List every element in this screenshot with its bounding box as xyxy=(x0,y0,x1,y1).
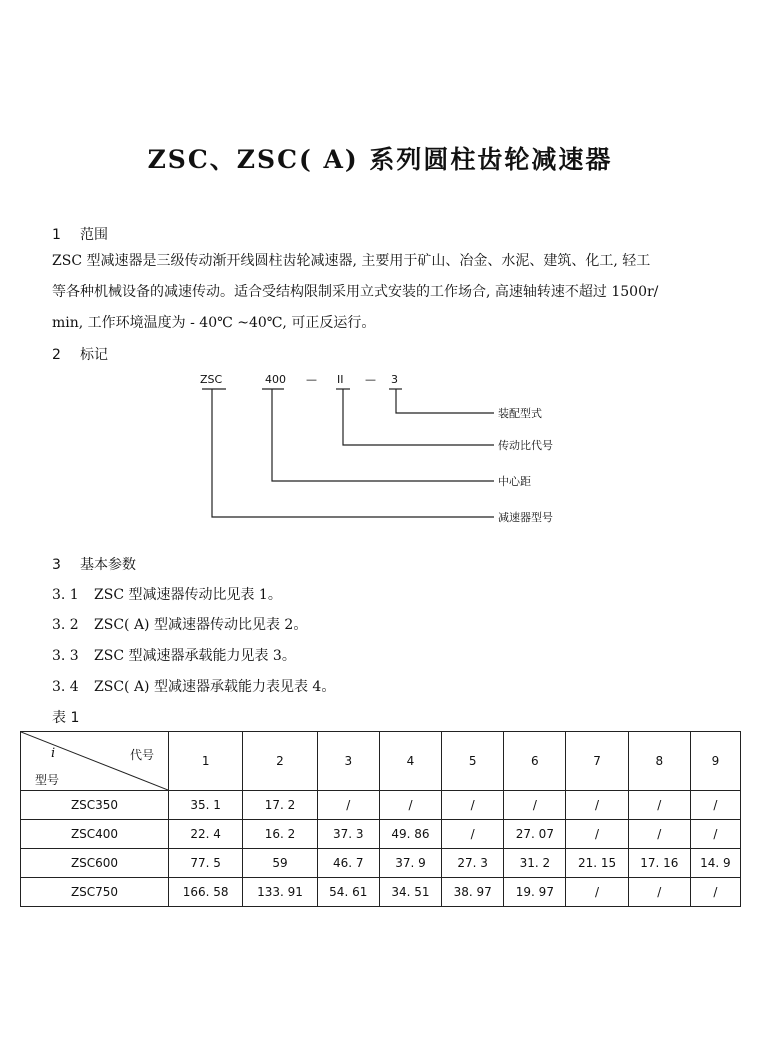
code-dash-1: — xyxy=(306,373,317,386)
table-row xyxy=(21,878,741,907)
section-1-number: 1 xyxy=(52,227,61,243)
table-row xyxy=(21,849,741,878)
ratio-cell: 19. 97 xyxy=(504,878,566,907)
ratio-cell: 22. 4 xyxy=(169,820,243,849)
ratio-cell: 14. 9 xyxy=(690,849,740,878)
ratio-cell: 34. 51 xyxy=(379,878,441,907)
ratio-cell: 38. 97 xyxy=(442,878,504,907)
ratio-cell: 37. 3 xyxy=(317,820,379,849)
label-reducer-model: 减速器型号 xyxy=(498,511,553,524)
ratio-cell: 49. 86 xyxy=(379,820,441,849)
code-header: 8 xyxy=(628,732,690,791)
code-dash-2: — xyxy=(365,373,376,386)
marking-leader-lines xyxy=(0,365,760,535)
ratio-cell: / xyxy=(566,878,628,907)
label-ratio-code: 传动比代号 xyxy=(498,439,553,452)
ratio-cell: 59 xyxy=(243,849,317,878)
ratio-cell: 21. 15 xyxy=(566,849,628,878)
section-1-line: min, 工作环境温度为 - 40℃ ~40℃, 可正反运行。 xyxy=(52,315,376,331)
ratio-cell: / xyxy=(566,791,628,820)
code-header: 7 xyxy=(566,732,628,791)
section-1-body xyxy=(52,246,752,339)
subsection-text: ZSC 型减速器承载能力见表 3。 xyxy=(94,648,296,664)
subsection-3-2 xyxy=(52,614,307,634)
code-center-distance: 400 xyxy=(265,373,286,386)
subsection-number: 3. 2 xyxy=(52,617,79,633)
document-title: ZSC、ZSC( A) 系列圆柱齿轮减速器 xyxy=(147,145,613,174)
subsection-text: ZSC( A) 型减速器传动比见表 2。 xyxy=(94,617,308,633)
code-header: 3 xyxy=(317,732,379,791)
table-1 xyxy=(20,731,741,907)
section-2-heading xyxy=(52,344,108,364)
ratio-cell: / xyxy=(566,820,628,849)
subsection-number: 3. 3 xyxy=(52,648,79,664)
section-1-heading xyxy=(52,224,108,244)
code-model: ZSC xyxy=(200,373,223,386)
table-1-caption: 表 1 xyxy=(52,710,80,726)
label-center-distance: 中心距 xyxy=(498,475,531,488)
table-header-row xyxy=(21,732,741,791)
model-cell: ZSC400 xyxy=(21,820,169,849)
code-header: 1 xyxy=(169,732,243,791)
ratio-cell: / xyxy=(628,820,690,849)
ratio-cell: / xyxy=(442,820,504,849)
subsection-3-3 xyxy=(52,645,296,665)
model-cell: ZSC750 xyxy=(21,878,169,907)
ratio-cell: 31. 2 xyxy=(504,849,566,878)
ratio-cell: / xyxy=(690,878,740,907)
ratio-cell: / xyxy=(317,791,379,820)
section-1-line: ZSC 型减速器是三级传动渐开线圆柱齿轮减速器, 主要用于矿山、冶金、水泥、建筑、化工, 轻工 xyxy=(52,253,651,269)
section-3-number: 3 xyxy=(52,557,61,573)
ratio-cell: 133. 91 xyxy=(243,878,317,907)
code-header: 9 xyxy=(690,732,740,791)
ratio-cell: / xyxy=(504,791,566,820)
ratio-cell: / xyxy=(690,820,740,849)
code-header: 4 xyxy=(379,732,441,791)
ratio-cell: 54. 61 xyxy=(317,878,379,907)
model-cell: ZSC600 xyxy=(21,849,169,878)
code-header: 6 xyxy=(504,732,566,791)
code-assembly: 3 xyxy=(391,373,398,386)
corner-model-label: 型号 xyxy=(35,773,60,787)
subsection-text: ZSC 型减速器传动比见表 1。 xyxy=(94,587,282,603)
label-assembly-type: 装配型式 xyxy=(498,407,542,420)
subsection-3-4 xyxy=(52,676,335,696)
table-row xyxy=(21,791,741,820)
subsection-text: ZSC( A) 型减速器承载能力表见表 4。 xyxy=(94,679,336,695)
ratio-cell: / xyxy=(628,791,690,820)
ratio-cell: 37. 9 xyxy=(379,849,441,878)
section-3-title: 基本参数 xyxy=(80,557,136,573)
section-2-number: 2 xyxy=(52,347,61,363)
table-corner-cell xyxy=(21,732,169,791)
table-row xyxy=(21,820,741,849)
ratio-cell: 27. 07 xyxy=(504,820,566,849)
ratio-cell: / xyxy=(442,791,504,820)
section-3-heading xyxy=(52,554,136,574)
ratio-cell: / xyxy=(379,791,441,820)
code-header: 2 xyxy=(243,732,317,791)
ratio-cell: / xyxy=(690,791,740,820)
ratio-cell: 17. 16 xyxy=(628,849,690,878)
ratio-cell: 35. 1 xyxy=(169,791,243,820)
section-2-title: 标记 xyxy=(80,347,108,363)
ratio-cell: 166. 58 xyxy=(169,878,243,907)
ratio-cell: 16. 2 xyxy=(243,820,317,849)
section-1-title: 范围 xyxy=(80,227,108,243)
ratio-cell: 77. 5 xyxy=(169,849,243,878)
corner-ratio-symbol: i xyxy=(51,746,56,761)
subsection-number: 3. 1 xyxy=(52,587,79,603)
ratio-cell: 17. 2 xyxy=(243,791,317,820)
corner-code-label: 代号 xyxy=(129,748,154,762)
ratio-cell: 46. 7 xyxy=(317,849,379,878)
subsection-number: 3. 4 xyxy=(52,679,79,695)
ratio-cell: 27. 3 xyxy=(442,849,504,878)
section-1-line: 等各种机械设备的减速传动。适合受结构限制采用立式安装的工作场合, 高速轴转速不超过 1500r/ xyxy=(52,284,659,300)
marking-diagram xyxy=(0,365,760,535)
code-header: 5 xyxy=(442,732,504,791)
ratio-cell: / xyxy=(628,878,690,907)
subsection-3-1 xyxy=(52,584,282,604)
code-ratio: II xyxy=(337,373,344,386)
model-cell: ZSC350 xyxy=(21,791,169,820)
